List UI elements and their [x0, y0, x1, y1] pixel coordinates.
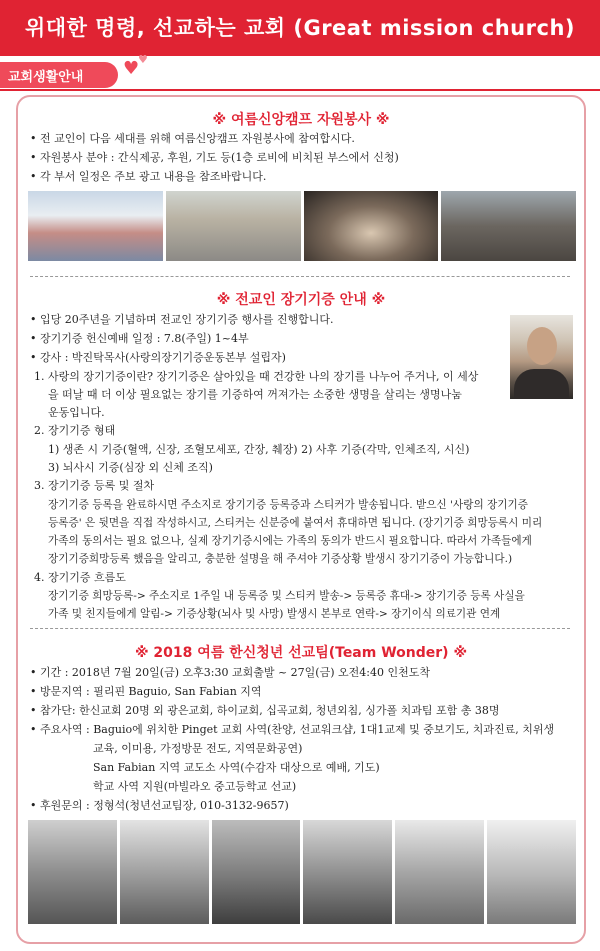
small-heart-icon: ♥: [138, 53, 148, 66]
camp-line: • 전 교인이 다음 세대를 위해 여름신앙캠프 자원봉사에 참여합시다.: [30, 132, 355, 145]
camp-photo: [304, 191, 439, 261]
mission-line: • 후원문의 : 정형석(청년선교팀장, 010-3132-9657): [30, 799, 289, 812]
mission-photo-strip: [28, 820, 576, 924]
mission-line: • 주요사역 : Baguio에 위치한 Pinget 교회 사역(찬양, 선교워크샵, 1대1교제 및 중보기도, 치과진료, 치위생: [30, 723, 555, 736]
page-title: 위대한 명령, 선교하는 교회 (Great mission church): [25, 16, 575, 40]
divider: [0, 89, 600, 91]
organ-donation-title: ※ 전교인 장기기증 안내 ※: [216, 292, 386, 308]
mission-line: • 방문지역 : 필리핀 Baguio, San Fabian 지역: [30, 685, 262, 698]
mission-line: • 참가단: 한신교회 20명 외 광은교회, 하이교회, 십곡교회, 청년외침, 싱가폴 치과팀 포함 총 38명: [30, 704, 500, 717]
mission-photo: [120, 820, 209, 924]
organ-line: 3. 장기기증 등록 및 절차: [34, 479, 155, 492]
mission-line: 교육, 이미용, 가정방문 전도, 지역문화공연): [93, 742, 303, 755]
section-divider: [30, 276, 570, 277]
camp-photo: [441, 191, 576, 261]
organ-line: 2. 장기기증 형태: [34, 424, 116, 437]
portrait-face: [527, 327, 557, 365]
camp-photo-strip: [28, 191, 576, 261]
mission-photo: [487, 820, 576, 924]
speaker-portrait: [510, 315, 573, 399]
organ-line: 3) 뇌사시 기증(심장 외 신체 조직): [48, 461, 213, 474]
section-tag-label: 교회생활안내: [8, 70, 84, 85]
section-divider: [30, 628, 570, 629]
mission-line: San Fabian 지역 교도소 사역(수감자 대상으로 예배, 기도): [93, 761, 380, 774]
organ-line: 등록증' 은 뒷면을 직접 작성하시고, 스티커는 신분증에 붙여서 휴대하면 됩니다. (장기기증 희망등록시 미리: [48, 517, 543, 529]
organ-line: • 강사 : 박진탁목사(사랑의장기기증운동본부 설립자): [30, 351, 286, 364]
mission-team-title: ※ 2018 여름 한신청년 선교팀(Team Wonder) ※: [134, 645, 468, 661]
organ-line: 4. 장기기증 흐름도: [34, 571, 126, 584]
organ-line: 을 떠날 때 더 이상 필요없는 장기를 기증하여 꺼져가는 소중한 생명을 살리는 생명나눔: [48, 388, 462, 401]
camp-volunteer-title: ※ 여름신앙캠프 자원봉사 ※: [212, 112, 390, 128]
organ-line: 장기기증희망등록 했음을 알리고, 충분한 설명을 해 주셔야 기증상황 발생시 장기기증이 가능합니다.): [48, 553, 513, 565]
portrait-suit: [514, 369, 569, 399]
mission-line: 학교 사역 지원(마빌라오 중고등학교 선교): [93, 780, 297, 793]
organ-line: • 입당 20주년을 기념하며 전교인 장기기증 행사를 진행합니다.: [30, 313, 334, 326]
camp-line: • 자원봉사 분야 : 간식제공, 후원, 기도 등(1층 로비에 비치된 부스에서 신청): [30, 151, 399, 164]
mission-photo: [212, 820, 301, 924]
camp-photo: [28, 191, 163, 261]
organ-line: 운동입니다.: [48, 406, 105, 419]
heart-icon: ♥: [123, 58, 140, 79]
organ-line: 1) 생존 시 기증(혈액, 신장, 조혈모세포, 간장, 췌장) 2) 사후 기증(각막, 인체조직, 시신): [48, 443, 470, 456]
camp-photo: [166, 191, 301, 261]
mission-line: • 기간 : 2018년 7월 20일(금) 오후3:30 교회출발 ~ 27일(금) 오전4:40 인천도착: [30, 666, 430, 679]
mission-photo: [395, 820, 484, 924]
mission-photo: [28, 820, 117, 924]
organ-line: 1. 사랑의 장기기증이란? 장기기증은 살아있을 때 건강한 나의 장기를 나누어 주거나, 이 세상: [34, 370, 479, 383]
organ-line: 장기기증 등록을 완료하시면 주소지로 장기기증 등록증과 스티커가 발송됩니다. 받으신 '사랑의 장기기증: [48, 499, 528, 511]
organ-line: • 장기기증 헌신예배 일정 : 7.8(주일) 1~4부: [30, 332, 249, 345]
organ-line: 가족 및 친지들에게 알림-> 기증상황(뇌사 및 사망) 발생시 본부로 연락-> 장기이식 의료기관 연계: [48, 608, 501, 620]
section-tag: [0, 53, 148, 88]
organ-line: 가족의 동의서는 필요 없으나, 실제 장기기증시에는 가족의 동의가 반드시 필요합니다. 따라서 가족들에게: [48, 535, 532, 547]
header-banner: [0, 0, 600, 56]
mission-photo: [303, 820, 392, 924]
organ-line: 장기기증 희망등록-> 주소지로 1주일 내 등록증 및 스티커 발송-> 등록증 휴대-> 장기기증 등록 사실을: [48, 590, 525, 602]
camp-line: • 각 부서 일정은 주보 광고 내용을 참조바랍니다.: [30, 170, 267, 183]
